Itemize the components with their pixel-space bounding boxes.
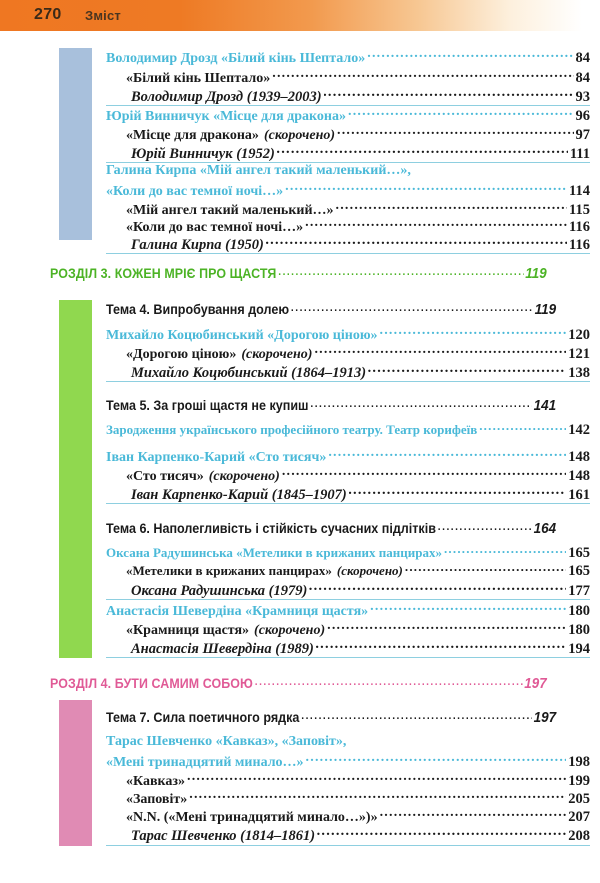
toc-entry-biography[interactable]	[131, 234, 590, 254]
entry-separator	[106, 503, 590, 504]
toc-entry-label: «Коли до вас темної ночі…»	[126, 220, 304, 235]
toc-entry-page: 115	[569, 202, 590, 218]
toc-entry-page: 142	[568, 422, 590, 438]
dot-leader	[367, 48, 573, 62]
toc-entry-biography[interactable]	[131, 580, 590, 600]
entry-separator	[106, 599, 590, 600]
toc-entry-label: Юрій Винничук «Місце для дракона»	[106, 109, 346, 124]
toc-theme-label: Тема 4. Випробування долею	[106, 301, 290, 317]
dot-leader	[266, 234, 567, 249]
toc-entry-page: 97	[575, 127, 590, 143]
toc-entry-page: 84	[575, 70, 590, 86]
toc-entry-label: Тарас Шевченко «Кавказ», «Заповіт»,	[106, 734, 347, 749]
toc-entry-label: «Білий кінь Шептало»	[126, 71, 271, 86]
toc-entry-author[interactable]	[106, 48, 590, 67]
toc-entry-note: (скорочено)	[254, 623, 326, 638]
toc-entry-biography[interactable]	[131, 362, 590, 382]
dot-leader	[310, 396, 531, 410]
toc-entry-page: 116	[569, 219, 590, 235]
toc-entry-author[interactable]	[106, 106, 590, 125]
toc-entry-page: 177	[568, 582, 590, 599]
dot-leader	[438, 519, 532, 533]
toc-entry-page: 116	[569, 236, 590, 253]
toc-entry-title: «Метелики в крижаних панцирах»	[126, 563, 332, 578]
toc-theme-label: Тема 7. Сила поетичного рядка	[106, 709, 300, 725]
toc-entry-title: «Місце для дракона»	[126, 128, 259, 143]
page-title: Зміст	[85, 8, 121, 23]
toc-theme-page: 164	[533, 520, 557, 537]
dot-leader	[317, 825, 566, 840]
toc-entry-note: (скорочено)	[336, 563, 403, 578]
toc-entry-label	[126, 128, 335, 144]
toc-entry-label: Іван Карпенко-Карий «Сто тисяч»	[106, 450, 327, 465]
toc-entry-note: (скорочено)	[208, 469, 280, 484]
toc-entry-label	[126, 563, 403, 579]
toc-entry-title: «Дорогою ціною»	[126, 347, 237, 362]
chapter-color-block-blue	[59, 48, 92, 240]
chapter-color-block-pink	[59, 700, 92, 846]
dot-leader	[405, 562, 566, 575]
dot-leader	[444, 544, 566, 557]
dot-leader	[348, 106, 574, 120]
toc-entry-page: 208	[568, 827, 590, 844]
toc-entry-work[interactable]	[126, 620, 590, 639]
dot-leader	[324, 86, 574, 101]
toc-entry-work[interactable]	[126, 125, 590, 144]
toc-entry-work[interactable]	[126, 562, 590, 580]
toc-entry-page: 199	[568, 773, 590, 789]
toc-entry-label: «Заповіт»	[126, 792, 188, 807]
toc-section-heading-4[interactable]	[50, 674, 547, 692]
toc-entry-page: 114	[569, 183, 590, 199]
dot-leader	[278, 264, 523, 278]
toc-entry-author[interactable]	[106, 325, 590, 344]
dot-leader	[380, 807, 567, 821]
toc-entry-page: 198	[568, 754, 590, 770]
entry-separator	[106, 253, 590, 254]
toc-entry-biography[interactable]	[131, 143, 590, 163]
dot-leader	[328, 447, 566, 461]
dot-leader	[282, 466, 566, 480]
toc-entry-author-line1[interactable]	[106, 163, 590, 179]
dot-leader	[368, 362, 566, 377]
toc-entry-page: 207	[568, 809, 590, 825]
toc-entry-label: Іван Карпенко-Карий (1845–1907)	[131, 486, 347, 503]
toc-entry-page: 148	[568, 449, 590, 465]
toc-entry-label: Зародження українського професійного театру. Театр корифеїв	[106, 422, 478, 437]
toc-entry-label: Тарас Шевченко (1814–1861)	[131, 827, 316, 844]
toc-entry-page: 205	[568, 791, 590, 807]
toc-entry-label: Анастасія Шевердіна «Крамниця щастя»	[106, 604, 369, 619]
dot-leader	[336, 200, 568, 214]
dot-leader	[277, 143, 568, 158]
toc-entry-label: Володимир Дрозд (1939–2003)	[131, 88, 322, 105]
page-header-band	[0, 0, 600, 31]
toc-entry-label: «N.N. («Мені тринадцятий минало…»)»	[126, 810, 378, 825]
toc-entry-page: 148	[568, 468, 590, 484]
dot-leader	[291, 300, 533, 314]
entry-separator	[106, 657, 590, 658]
toc-theme-page: 197	[533, 709, 557, 726]
dot-leader	[189, 789, 566, 803]
toc-entry-note: (скорочено)	[263, 128, 336, 143]
toc-entry-page: 138	[568, 364, 590, 381]
toc-entry-page: 111	[569, 145, 590, 162]
toc-entry-author[interactable]	[106, 544, 590, 562]
toc-entry-work[interactable]	[126, 466, 590, 485]
dot-leader	[272, 68, 573, 82]
dot-leader	[479, 421, 566, 434]
toc-entry-biography[interactable]	[131, 86, 590, 106]
dot-leader	[187, 771, 566, 785]
toc-entry-note: (скорочено)	[241, 347, 313, 362]
dot-leader	[255, 674, 523, 688]
toc-entry-label: Галина Кирпа «Мій ангел такий маленький…»,	[106, 163, 411, 178]
dot-leader	[370, 601, 566, 615]
toc-entry-biography[interactable]	[131, 638, 590, 658]
dot-leader	[301, 708, 531, 722]
page-number: 270	[34, 6, 62, 23]
toc-entry-title: «Крамниця щастя»	[126, 623, 250, 638]
chapter-color-block-green	[59, 300, 92, 658]
entry-separator	[106, 845, 590, 846]
toc-entry-author-line2[interactable]	[106, 752, 590, 771]
toc-entry-label: «Мені тринадцятий минало…»	[106, 755, 304, 770]
dot-leader	[314, 344, 566, 358]
toc-entry-page: 120	[568, 327, 590, 343]
toc-entry-label: Оксана Радушинська «Метелики в крижаних панцирах»	[106, 545, 442, 560]
dot-leader	[285, 181, 567, 195]
toc-entry-work[interactable]	[126, 771, 590, 790]
toc-entry-work[interactable]	[126, 344, 590, 363]
toc-entry-page: 165	[568, 563, 590, 579]
toc-entry-page: 180	[568, 603, 590, 619]
toc-entry-label: Володимир Дрозд «Білий кінь Шептало»	[106, 51, 366, 66]
toc-entry-page: 165	[568, 545, 590, 561]
dot-leader	[305, 217, 567, 231]
toc-entry-work[interactable]	[126, 807, 590, 826]
toc-section-page: 197	[524, 675, 547, 692]
toc-entry-label: Михайло Коцюбинський «Дорогою ціною»	[106, 328, 378, 343]
toc-theme-label: Тема 5. За гроші щастя не купиш	[106, 397, 309, 413]
toc-entry-author-line1[interactable]	[106, 734, 590, 750]
toc-entry-biography[interactable]	[131, 484, 590, 504]
toc-section-label: РОЗДІЛ 4. БУТИ САМИМ СОБОЮ	[50, 675, 253, 691]
toc-entry-label: Галина Кирпа (1950)	[131, 236, 264, 253]
toc-entry-page: 121	[568, 346, 590, 362]
toc-entry-author-line2[interactable]	[106, 181, 590, 200]
toc-theme-label: Тема 6. Наполегливість і стійкість сучасних підлітків	[106, 520, 436, 536]
toc-entry-work[interactable]	[126, 68, 590, 87]
toc-section-page: 119	[525, 265, 547, 282]
toc-entry-work[interactable]	[126, 789, 590, 808]
toc-theme-heading-5[interactable]	[106, 396, 556, 414]
toc-theme-page: 119	[534, 301, 557, 318]
toc-theme-heading-7[interactable]	[106, 708, 556, 726]
toc-entry-label: «Коли до вас темної ночі…»	[106, 184, 284, 199]
toc-entry-label	[126, 347, 312, 363]
toc-entry-label: «Кавказ»	[126, 774, 186, 789]
toc-entry-label: Оксана Радушинська (1979)	[131, 582, 308, 599]
toc-entry-page: 93	[575, 88, 590, 105]
toc-entry-label: Михайло Коцюбинський (1864–1913)	[131, 364, 367, 381]
dot-leader	[337, 125, 573, 139]
toc-entry-author[interactable]	[106, 447, 590, 466]
toc-entry-page: 161	[568, 486, 590, 503]
dot-leader	[349, 484, 567, 499]
toc-entry-page: 180	[568, 622, 590, 638]
toc-theme-heading-4[interactable]	[106, 300, 556, 318]
toc-entry-label: Юрій Винничук (1952)	[131, 145, 275, 162]
toc-theme-page: 141	[533, 397, 557, 414]
toc-entry-label	[126, 623, 325, 639]
toc-entry-label	[126, 469, 280, 485]
toc-entry-page: 194	[568, 640, 590, 657]
entry-separator	[106, 381, 590, 382]
toc-theme-heading-6[interactable]	[106, 519, 556, 537]
toc-entry-author[interactable]	[106, 421, 590, 439]
toc-section-label: РОЗДІЛ 3. КОЖЕН МРІЄ ПРО ЩАСТЯ	[50, 265, 277, 281]
dot-leader	[316, 638, 566, 653]
dot-leader	[309, 580, 566, 595]
toc-entry-label: Анастасія Шевердіна (1989)	[131, 640, 314, 657]
dot-leader	[327, 620, 566, 634]
dot-leader	[306, 752, 567, 766]
toc-entry-page: 96	[575, 108, 590, 124]
toc-entry-label: «Мій ангел такий маленький…»	[126, 203, 334, 218]
toc-section-heading-3[interactable]	[50, 264, 547, 282]
toc-entry-author[interactable]	[106, 601, 590, 620]
dot-leader	[380, 325, 567, 339]
toc-entry-biography[interactable]	[131, 825, 590, 845]
toc-entry-title: «Сто тисяч»	[126, 469, 204, 484]
toc-entry-page: 84	[575, 50, 590, 66]
